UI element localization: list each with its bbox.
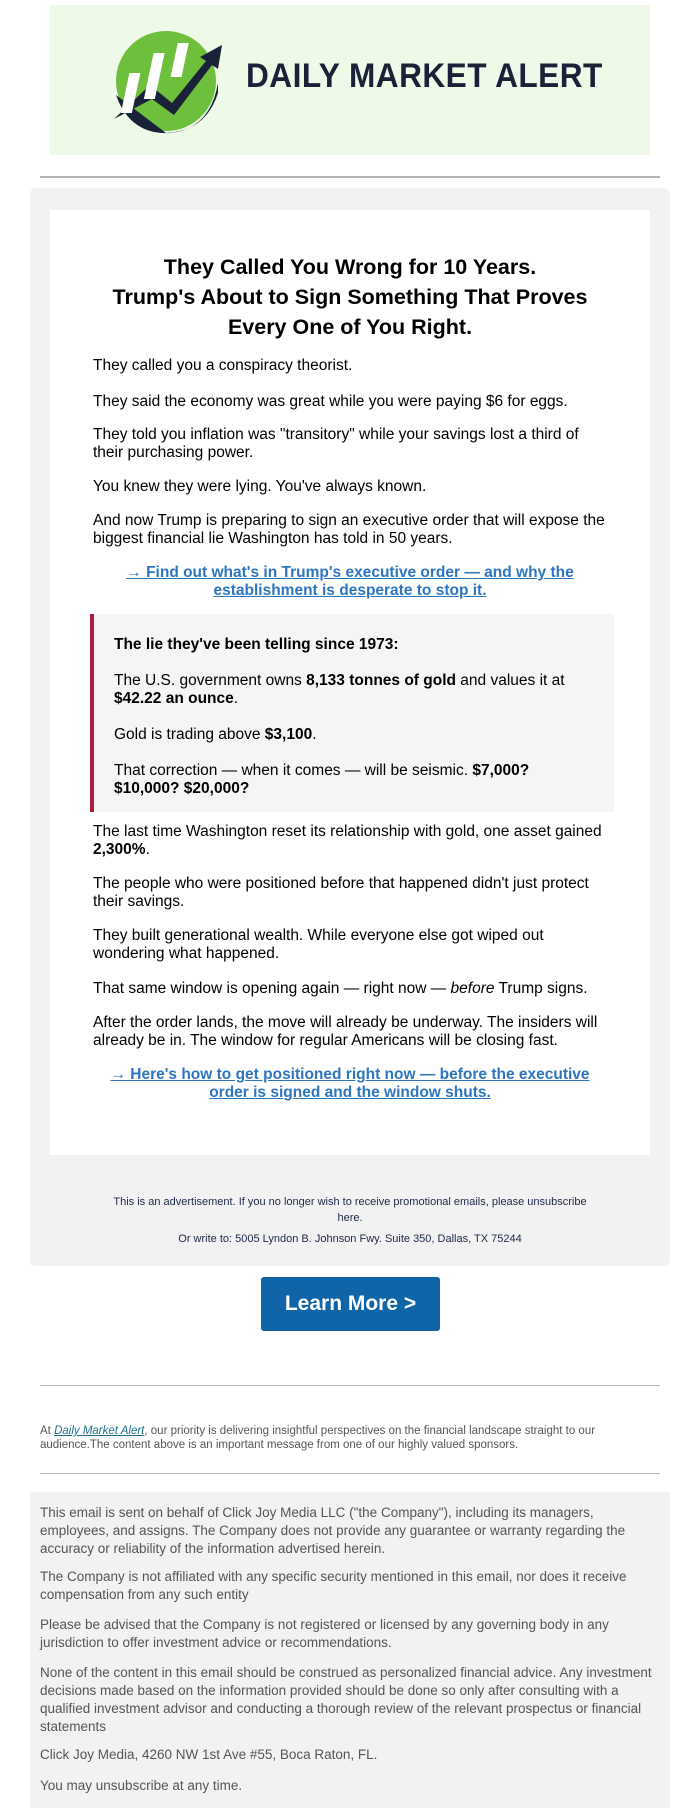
body-paragraph: That same window is opening again — right now — before Trump signs. (93, 980, 588, 997)
intro-paragraph: They called you a conspiracy theorist. (93, 357, 353, 374)
body-paragraph: The last time Washington reset its relationship with gold, one asset gained 2,300%. (93, 823, 602, 858)
disclaimer-paragraph: This email is sent on behalf of Click Joy Media LLC ("the Company"), including its managers, employees, and assigns. The Company does not provide any guarantee or warranty regarding the accuracy or reliability of the information advertised herein. (40, 1505, 626, 1556)
mailing-address: Or write to: 5005 Lyndon B. Johnson Fwy. Suite 350, Dallas, TX 75244 (178, 1233, 522, 1245)
disclaimer-paragraph: None of the content in this email should be construed as personalized financial advice. Any investment decisions made based on the information provided should be done so only after consulting with a qualified investment advisor and conducting a thorough review of the relevant prospectus or financial statements (40, 1665, 652, 1734)
body-paragraph: They built generational wealth. While everyone else got wiped out wondering what happened. (93, 927, 544, 962)
page-title (70, 252, 630, 342)
body-paragraph: After the order lands, the move will already be underway. The insiders will already be in. The window for regular Americans will be closing fast. (93, 1014, 598, 1049)
brand-link[interactable]: Daily Market Alert (54, 1425, 145, 1437)
highlight-heading: The lie they've been telling since 1973: (114, 636, 399, 653)
brand-name: DAILY MARKET ALERT (246, 57, 603, 95)
disclaimer-paragraph: The Company is not affiliated with any specific security mentioned in this email, nor does it receive compensation from any such entity (40, 1569, 627, 1602)
sponsor-note: At Daily Market Alert, our priority is delivering insightful perspectives on the financial landscape straight to our audience.The content above is an important message from one of our highly valued sponsors. (40, 1425, 596, 1451)
intro-paragraph: And now Trump is preparing to sign an executive order that will expose the biggest financial lie Washington has told in 50 years. (93, 512, 605, 547)
intro-paragraph: They told you inflation was "transitory" while your savings lost a third of their purchasing power. (93, 426, 579, 461)
highlight-box (90, 614, 614, 812)
headline-line: Every One of You Right. (227, 315, 473, 339)
highlight-paragraph: Gold is trading above $3,100. (114, 726, 317, 743)
unsubscribe-notice[interactable]: This is an advertisement. If you no longer wish to receive promotional emails, please unsubscribe here. (113, 1196, 587, 1224)
disclaimer-paragraph: You may unsubscribe at any time. (40, 1778, 243, 1793)
disclaimer-paragraph: Click Joy Media, 4260 NW 1st Ave #55, Boca Raton, FL. (40, 1747, 378, 1762)
learn-more-button[interactable]: Learn More > (261, 1277, 440, 1331)
legal-disclaimer (30, 1492, 670, 1808)
header-banner (50, 5, 650, 155)
headline-line: Trump's About to Sign Something That Proves (112, 285, 588, 309)
highlight-paragraph: That correction — when it comes — will be seismic. $7,000? $10,000? $20,000? (114, 762, 530, 797)
intro-paragraph: You knew they were lying. You've always known. (93, 478, 427, 495)
logo-icon (110, 23, 230, 143)
message-card (50, 210, 650, 1155)
highlight-paragraph: The U.S. government owns 8,133 tonnes of gold and values it at $42.22 an ounce. (114, 672, 565, 707)
executive-order-link[interactable]: → Find out what's in Trump's executive order — and why the establishment is desperate to stop it. (126, 564, 574, 599)
body-paragraph: The people who were positioned before that happened didn't just protect their savings. (93, 875, 589, 910)
headline-line: They Called You Wrong for 10 Years. (163, 255, 537, 279)
divider (40, 1473, 660, 1474)
get-positioned-link[interactable]: → Here's how to get positioned right now — before the executive order is signed and the window shuts. (110, 1066, 590, 1101)
divider (40, 176, 660, 178)
disclaimer-paragraph: Please be advised that the Company is not registered or licensed by any governing body in any jurisdiction to offer investment advice or recommendations. (40, 1617, 609, 1650)
intro-paragraph: They said the economy was great while you were paying $6 for eggs. (93, 393, 568, 410)
divider (40, 1385, 660, 1386)
